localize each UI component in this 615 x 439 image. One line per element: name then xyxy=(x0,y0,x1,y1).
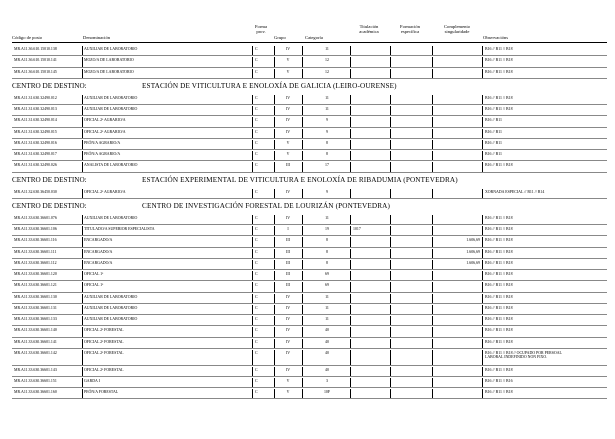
table-row xyxy=(12,250,607,258)
cell-observacions: B16 // B11 // B18 // OCUPADO POR PERSOAL xyxy=(485,350,562,355)
table-row xyxy=(12,295,607,303)
cell-denominacion: ENCARGADO/A xyxy=(84,238,113,243)
cell-denominacion: ANALISTA DE LABORATORIO xyxy=(84,163,138,168)
row-rule xyxy=(12,138,607,139)
row-rule xyxy=(12,387,607,388)
table-row xyxy=(12,261,607,269)
section-name: ESTACIÓN DE VITICULTURA E ENOLOXÍA DE GALICIA (LEIRO-OURENSE) xyxy=(142,82,397,91)
header-denominacion: Denominación xyxy=(83,35,111,40)
cell-categoria: 9 xyxy=(326,129,328,134)
cell-denominacion: ENCARGADO/A xyxy=(84,260,113,265)
row-rule xyxy=(12,314,607,315)
cell-categoria: 9 xyxy=(326,189,328,194)
cell-forma: C xyxy=(255,152,258,156)
table-row xyxy=(12,283,607,291)
cell-observacions: B16 // B11 // B18 xyxy=(485,238,513,243)
cell-forma: C xyxy=(255,238,258,243)
cell-grupo: III xyxy=(286,238,290,243)
table-row xyxy=(12,379,607,387)
cell-forma: C xyxy=(255,69,258,74)
cell-forma: C xyxy=(255,367,258,372)
table-row xyxy=(12,58,607,66)
cell-forma: C xyxy=(255,189,258,194)
cell-categoria: 12 xyxy=(325,69,329,74)
cell-forma: C xyxy=(255,294,258,299)
cell-grupo: III xyxy=(286,283,290,288)
cell-categoria: 12 xyxy=(325,58,329,63)
row-rule xyxy=(12,247,607,248)
cell-observacions-cont: LABORAL INDEFINIDO NON FIXO. xyxy=(485,355,548,360)
table-row xyxy=(12,351,607,365)
cell-grupo: IV xyxy=(285,189,291,194)
row-rule xyxy=(12,337,607,338)
cell-codigo: MR.A11.33.630.36601.120 xyxy=(14,272,57,276)
cell-observacions: B16 // B11 xyxy=(485,152,502,156)
table-row xyxy=(12,272,607,280)
table-row xyxy=(12,107,607,115)
cell-grupo: III xyxy=(286,260,290,265)
cell-codigo: MR.A11.33.630.36601.133 xyxy=(14,317,57,321)
cell-categoria: 11 xyxy=(325,47,329,51)
cell-denominacion: AUXILIAR DE LABORATORIO xyxy=(84,305,138,310)
header-grupo: Grupo xyxy=(274,35,286,40)
cell-forma: C xyxy=(255,58,258,63)
section-name: CENTRO DE INVESTIGACIÓN FORESTAL DE LOURIZÁN (PONTEVEDRA) xyxy=(142,202,391,211)
cell-grupo: IV xyxy=(285,294,291,299)
header-forma-line1: Forma xyxy=(255,24,267,29)
cell-forma: C xyxy=(255,47,258,51)
cell-codigo: MR.A11.31.630.32490.026 xyxy=(14,163,57,168)
cell-observacions: B16 // B11 xyxy=(485,118,502,123)
cell-denominacion: MOZO/A DE LABORATORIO xyxy=(84,58,134,63)
cell-grupo: III xyxy=(286,272,290,276)
cell-forma: C xyxy=(255,107,258,111)
cell-denominacion: ENCARGADO/A xyxy=(84,249,113,254)
cell-grupo: IV xyxy=(285,107,291,111)
cell-titulacion: 1017 xyxy=(353,227,361,231)
row-rule xyxy=(12,160,607,161)
row-rule xyxy=(12,292,607,293)
row-rule xyxy=(12,258,607,259)
cell-denominacion: PEÓN/A AGRARIO/A xyxy=(84,152,121,156)
column-divider xyxy=(302,350,303,366)
cell-forma: C xyxy=(255,339,258,344)
cell-denominacion: TITULADO/A SUPERIOR ESPECIALISTA xyxy=(84,227,155,231)
cell-grupo: V xyxy=(286,69,290,74)
cell-categoria: 11 xyxy=(325,305,329,310)
row-rule xyxy=(12,67,607,68)
header-complemento-line1: Complemento xyxy=(443,24,471,29)
cell-grupo: IV xyxy=(285,339,291,344)
row-rule xyxy=(12,198,607,199)
cell-categoria: 69 xyxy=(325,272,329,276)
section-name: ESTACIÓN EXPERIMENTAL DE VITICULTURA E ENOLOXÍA DE RIBADUMIA (PONTEVEDRA) xyxy=(142,176,458,184)
row-rule xyxy=(12,127,607,128)
cell-grupo: V xyxy=(286,152,290,156)
row-rule xyxy=(12,280,607,281)
cell-observacions: B16 // B11 // B18 xyxy=(485,215,513,220)
cell-categoria: 17 xyxy=(325,163,329,168)
table-row xyxy=(12,216,607,224)
row-rule xyxy=(12,149,607,150)
cell-denominacion: PEÓN/A AGRARIO/A xyxy=(84,140,121,145)
cell-forma: C xyxy=(255,163,258,168)
cell-forma: C xyxy=(255,378,258,383)
cell-categoria: 3 xyxy=(326,378,328,383)
header-observacions: Observacións xyxy=(483,35,509,40)
cell-categoria: 8 xyxy=(326,260,328,265)
cell-forma: C xyxy=(255,283,258,288)
cell-categoria: 8 xyxy=(326,249,328,254)
header-complemento-line2: singularidade xyxy=(444,28,470,34)
cell-categoria: 11 xyxy=(325,294,329,299)
header-titulacion-line1: Titulación xyxy=(359,24,379,29)
column-divider xyxy=(82,350,83,366)
cell-codigo: MR.A11.33.630.36601.106 xyxy=(14,227,57,231)
cell-grupo: IV xyxy=(285,118,291,123)
cell-codigo: MR.A11.33.630.36601.131 xyxy=(14,305,57,310)
header-titulacion-line2: académica xyxy=(359,28,379,34)
row-rule xyxy=(12,78,607,79)
cell-codigo: MR.A11.33.630.36601.076 xyxy=(14,215,57,220)
cell-denominacion: MOZO/A DE LABORATORIO xyxy=(84,69,134,74)
table-row xyxy=(12,317,607,325)
table-row xyxy=(12,368,607,376)
row-rule xyxy=(12,115,607,116)
row-rule xyxy=(12,224,607,225)
cell-categoria: 9 xyxy=(326,118,328,123)
table-row xyxy=(12,227,607,235)
cell-forma: C xyxy=(255,260,258,265)
cell-observacions: B16 // B11 // B18 xyxy=(485,283,513,288)
header-complemento xyxy=(436,25,478,35)
cell-categoria: 8 xyxy=(326,140,328,145)
cell-forma: C xyxy=(255,390,258,394)
cell-codigo: MR.A11.33.630.36601.142 xyxy=(14,350,57,355)
cell-observacions: XORNADA ESPECIAL // B11 // B14 xyxy=(485,189,545,194)
table-row xyxy=(12,141,607,149)
table-row xyxy=(12,238,607,246)
cell-forma: C xyxy=(255,249,258,254)
cell-grupo: IV xyxy=(285,129,291,134)
header-titulacion xyxy=(352,25,386,35)
column-divider xyxy=(432,350,433,366)
cell-codigo: MR.A11.31.630.32490.016 xyxy=(14,140,57,145)
cell-categoria: 11 xyxy=(325,107,329,111)
header-codigo: Código de posto xyxy=(12,35,43,40)
cell-denominacion: OFICIAL 2ª FORESTAL xyxy=(84,328,124,333)
cell-codigo: MR.A11.33.630.36601.112 xyxy=(14,260,57,265)
cell-forma: C xyxy=(255,350,258,355)
cell-codigo: MR.A11.33.630.36601.111 xyxy=(14,249,57,254)
table-row xyxy=(12,163,607,171)
cell-observacions: B16 // B11 // B18 xyxy=(485,305,513,310)
cell-denominacion: OFICIAL 2ª AGRARIO/A xyxy=(84,129,126,134)
cell-grupo: IV xyxy=(285,367,291,372)
row-rule xyxy=(12,55,607,56)
cell-codigo: MR.A11.36.610.15010.141 xyxy=(14,58,57,63)
cell-observacions: B16 // B11 // B18 xyxy=(485,107,513,111)
cell-denominacion: AUXILIAR DE LABORATORIO xyxy=(84,215,138,220)
cell-denominacion: AUXILIAR DE LABORATORIO xyxy=(84,47,138,51)
cell-grupo: IV xyxy=(285,95,291,100)
header-formacion xyxy=(393,25,427,35)
row-rule xyxy=(12,325,607,326)
cell-forma: C xyxy=(255,328,258,333)
cell-denominacion: OFICIAL 2ª FORESTAL xyxy=(84,339,124,344)
cell-forma: C xyxy=(255,95,258,100)
row-rule xyxy=(12,303,607,304)
cell-codigo: MR.A11.33.630.36601.151 xyxy=(14,378,57,383)
cell-denominacion: PEÓN/A FORESTAL xyxy=(84,390,119,394)
row-rule xyxy=(12,365,607,366)
cell-categoria: 40 xyxy=(325,367,329,372)
header-formacion-line2: específica xyxy=(400,28,420,34)
cell-observacions: B16 // B11 // B18 xyxy=(485,47,513,51)
cell-grupo: IV xyxy=(285,47,291,51)
cell-denominacion: OFICIAL 2ª AGRARIO/A xyxy=(84,189,126,194)
cell-observacions: B16 // B11 // B16 xyxy=(485,378,513,383)
cell-forma: C xyxy=(255,118,258,123)
cell-categoria: 8 xyxy=(326,152,328,156)
cell-observacions: B16 // B11 // B18 xyxy=(485,260,513,265)
cell-categoria: 11 xyxy=(325,317,329,321)
table-row xyxy=(12,306,607,314)
cell-codigo: MR.A11.31.630.32490.014 xyxy=(14,118,57,123)
cell-codigo: MR.A11.36.610.15010.138 xyxy=(14,47,57,51)
row-rule xyxy=(12,172,607,173)
cell-codigo: MR.A11.31.630.32490.017 xyxy=(14,152,57,156)
column-divider xyxy=(274,350,275,366)
cell-codigo: MR.A11.32.630.36450.030 xyxy=(14,189,57,194)
cell-categoria: 8 xyxy=(326,238,328,243)
cell-observacions: B16 // B11 // B18 xyxy=(485,339,513,344)
cell-denominacion: OFICIAL 2ª FORESTAL xyxy=(84,367,124,372)
cell-forma: C xyxy=(255,317,258,321)
cell-observacions: B16 // B11 xyxy=(485,140,502,145)
table-row xyxy=(12,96,607,104)
cell-observacions: B16 // B11 // B18 xyxy=(485,58,513,63)
cell-forma: C xyxy=(255,215,258,220)
cell-codigo: MR.A11.33.630.36601.141 xyxy=(14,339,57,344)
cell-codigo: MR.A11.33.630.36601.116 xyxy=(14,238,57,243)
cell-denominacion: OFICIAL 2ª FORESTAL xyxy=(84,350,124,355)
cell-grupo: V xyxy=(286,58,290,63)
table-row xyxy=(12,328,607,336)
cell-denominacion: AUXILIAR DE LABORATORIO xyxy=(84,294,138,299)
table-row xyxy=(12,152,607,160)
cell-grupo: V xyxy=(286,390,290,394)
cell-denominacion: OFICIAL 2ª AGRARIO/A xyxy=(84,118,126,123)
cell-codigo: MR.A11.33.630.36601.160 xyxy=(14,390,57,394)
header-categoria: Categoría xyxy=(305,35,323,40)
cell-grupo: III xyxy=(286,163,290,168)
cell-observacions: B16 // B11 // B18 xyxy=(485,390,513,394)
cell-observacions: B16 // B11 // B18 xyxy=(485,367,513,372)
cell-codigo: MR.A11.31.630.32490.013 xyxy=(14,107,57,111)
section-label: CENTRO DE DESTINO: xyxy=(12,82,87,91)
cell-grupo: IV xyxy=(285,317,291,321)
table-row xyxy=(12,70,607,78)
table-row xyxy=(12,118,607,126)
cell-grupo: IV xyxy=(285,328,291,333)
cell-denominacion: AUXILIAR DE LABORATORIO xyxy=(84,317,138,321)
column-divider xyxy=(390,350,391,366)
cell-denominacion: OFICIAL 1ª xyxy=(84,272,104,276)
cell-grupo: IV xyxy=(285,215,291,220)
row-rule xyxy=(12,104,607,105)
cell-categoria: 69 xyxy=(325,283,329,288)
cell-observacions: B16 // B11 // B18 xyxy=(485,249,513,254)
cell-observacions: B16 // B11 // B18 xyxy=(485,227,513,231)
cell-grupo: IV xyxy=(285,305,291,310)
header-formacion-line1: Formación xyxy=(400,24,420,29)
cell-categoria: 10F xyxy=(323,390,331,394)
header-forma-line2: prov. xyxy=(256,28,266,34)
cell-observacions: B16 // B11 // B18 xyxy=(485,294,513,299)
cell-denominacion: OFICIAL 1ª xyxy=(84,283,104,288)
cell-codigo: MR.A11.33.630.36601.140 xyxy=(14,328,57,333)
cell-grupo: V xyxy=(286,378,290,383)
table-row xyxy=(12,390,607,398)
cell-observacions: B16 // B11 // B18 xyxy=(485,317,513,321)
column-divider xyxy=(252,350,253,366)
column-divider xyxy=(350,350,351,366)
table-row xyxy=(12,47,607,55)
cell-categoria: 11 xyxy=(325,215,329,220)
cell-categoria: 19 xyxy=(325,227,329,231)
cell-complemento: 1.606,69 xyxy=(466,260,480,265)
cell-observacions: B16 // B11 xyxy=(485,129,502,134)
cell-grupo: I xyxy=(287,227,289,231)
cell-complemento: 1.606,69 xyxy=(466,249,480,254)
table-row xyxy=(12,130,607,138)
cell-grupo: III xyxy=(286,249,290,254)
row-rule xyxy=(12,235,607,236)
cell-grupo: IV xyxy=(285,350,291,355)
cell-forma: C xyxy=(255,140,258,145)
cell-codigo: MR.A11.31.630.32490.015 xyxy=(14,129,57,134)
row-rule xyxy=(12,398,607,399)
cell-categoria: 40 xyxy=(325,339,329,344)
cell-forma: C xyxy=(255,305,258,310)
cell-codigo: MR.A11.33.630.36601.121 xyxy=(14,283,57,288)
section-label: CENTRO DE DESTINO: xyxy=(12,202,87,211)
table-row xyxy=(12,340,607,348)
table-row xyxy=(12,190,607,198)
cell-categoria: 40 xyxy=(325,328,329,333)
column-divider xyxy=(482,350,483,366)
cell-observacions: B16 // B11 // B18 xyxy=(485,272,513,276)
cell-codigo: MR.A11.31.630.32490.012 xyxy=(14,95,57,100)
cell-denominacion: AUXILIAR DE LABORATORIO xyxy=(84,107,138,111)
cell-denominacion: AUXILIAR DE LABORATORIO xyxy=(84,95,138,100)
cell-categoria: 40 xyxy=(325,350,329,355)
cell-observacions: B16 // B11 // B18 xyxy=(485,95,513,100)
row-rule xyxy=(12,269,607,270)
cell-codigo: MR.A11.36.610.15010.145 xyxy=(14,69,57,74)
cell-observacions: B16 // B11 // B18 xyxy=(485,328,513,333)
header-rule xyxy=(12,42,607,43)
cell-complemento: 1.606,69 xyxy=(466,238,480,243)
cell-forma: C xyxy=(255,227,258,231)
cell-forma: C xyxy=(255,272,258,276)
cell-categoria: 11 xyxy=(325,95,329,100)
cell-forma: C xyxy=(255,129,258,134)
cell-denominacion: GARDA I xyxy=(84,378,100,383)
row-rule xyxy=(12,348,607,349)
cell-observacions: B16 // B11 // B18 xyxy=(485,163,513,168)
row-rule xyxy=(12,376,607,377)
header-forma xyxy=(252,25,270,35)
cell-codigo: MR.A11.33.630.36601.130 xyxy=(14,294,57,299)
cell-grupo: V xyxy=(286,140,290,145)
section-label: CENTRO DE DESTINO: xyxy=(12,176,87,184)
cell-observacions: B16 // B11 // B18 xyxy=(485,69,513,74)
cell-codigo: MR.A11.33.630.36601.143 xyxy=(14,367,57,372)
